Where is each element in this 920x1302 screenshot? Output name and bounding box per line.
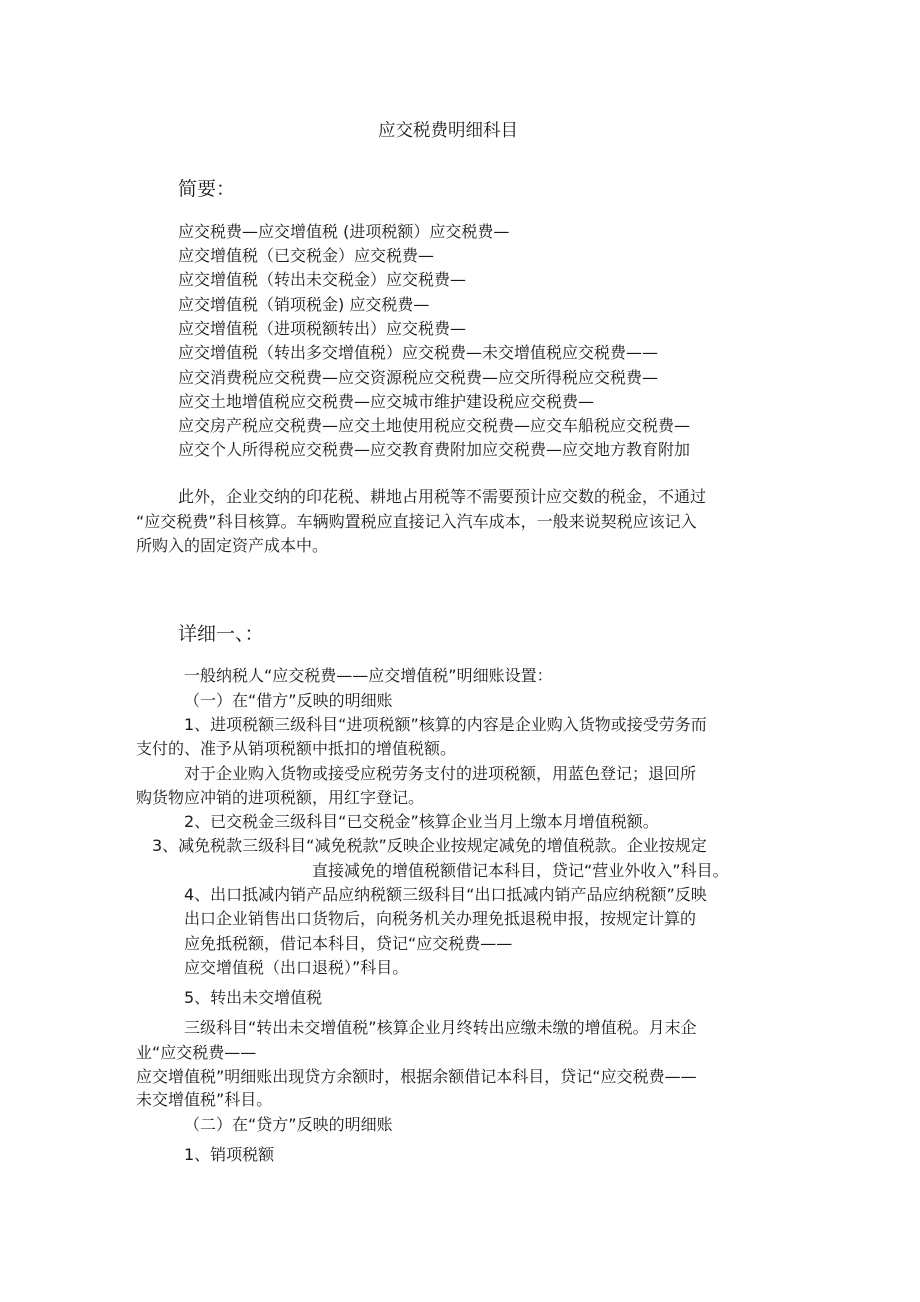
detail-line: 1、销项税额 <box>184 1145 275 1164</box>
detail-line: 5、转出未交增值税 <box>184 988 323 1007</box>
detail-line: 4、出口抵减内销产品应纳税额三级科目“出口抵减内销产品应纳税额”反映 <box>184 885 707 904</box>
summary-line: 应交房产税应交税费—应交土地使用税应交税费—应交车船税应交税费— <box>178 416 691 435</box>
summary-line: 应交增值税（转出多交增值税）应交税费—未交增值税应交税费—— <box>178 343 659 362</box>
summary-line: 应交增值税（销项税金) 应交税费— <box>178 295 430 314</box>
detail-line: 出口企业销售出口货物后，向税务机关办理免抵退税申报，按规定计算的 <box>184 909 697 928</box>
detail-line: （一）在“借方”反映的明细账 <box>184 691 393 710</box>
summary-line: 应交个人所得税应交税费—应交教育费附加应交税费—应交地方教育附加 <box>178 440 691 459</box>
summary-line: 应交消费税应交税费—应交资源税应交税费—应交所得税应交税费— <box>178 368 659 387</box>
summary-line: 应交增值税（进项税额转出）应交税费— <box>178 319 467 338</box>
detail-line: 业“应交税费—— <box>136 1043 257 1062</box>
detail-line: 应交增值税”明细账出现贷方余额时，根据余额借记本科目，贷记“应交税费—— <box>136 1067 697 1086</box>
detail-line: 对于企业购入货物或接受应税劳务支付的进项税额，用蓝色登记；退回所 <box>184 764 697 783</box>
summary-note-line: 所购入的固定资产成本中。 <box>136 536 329 555</box>
detail-line: 应免抵税额，借记本科目，贷记“应交税费—— <box>184 934 513 953</box>
detail-line: 3、减免税款三级科目“减免税款”反映企业按规定减免的增值税款。企业按规定 <box>152 836 707 855</box>
detail-line: 一般纳税人“应交税费——应交增值税”明细账设置： <box>184 666 553 685</box>
detail-line: 应交增值税（出口退税）”科目。 <box>184 958 409 977</box>
summary-line: 应交土地增值税应交税费—应交城市维护建设税应交税费— <box>178 392 595 411</box>
detail-line: 未交增值税”科目。 <box>136 1090 273 1109</box>
detail-line: 支付的、准予从销项税额中抵扣的增值税额。 <box>136 739 457 758</box>
detail-line: 直接减免的增值税额借记本科目，贷记“营业外收入”科目。 <box>312 861 729 880</box>
summary-heading: 简要： <box>178 178 236 200</box>
detail-line: 三级科目“转出未交增值税”核算企业月终转出应缴未缴的增值税。月末企 <box>184 1018 697 1037</box>
detail-line: 1、进项税额三级科目“进项税额”核算的内容是企业购入货物或接受劳务而 <box>184 715 707 734</box>
detail-line: （二）在“贷方”反映的明细账 <box>184 1115 393 1134</box>
detail-line: 2、已交税金三级科目“已交税金”核算企业当月上缴本月增值税额。 <box>184 812 659 831</box>
document-title: 应交税费明细科目 <box>378 121 518 141</box>
summary-line: 应交税费—应交增值税 (进项税额）应交税费— <box>178 222 510 241</box>
summary-line: 应交增值税（已交税金）应交税费— <box>178 246 435 265</box>
summary-note-line: “应交税费”科目核算。车辆购置税应直接记入汽车成本，一般来说契税应该记入 <box>136 512 697 531</box>
detail-line: 购货物应冲销的进项税额，用红字登记。 <box>136 788 425 807</box>
summary-line: 应交增值税（转出未交税金）应交税费— <box>178 270 467 289</box>
detail-heading: 详细一、： <box>178 623 264 645</box>
summary-note-line: 此外，企业交纳的印花税、耕地占用税等不需要预计应交数的税金，不通过 <box>178 487 707 506</box>
